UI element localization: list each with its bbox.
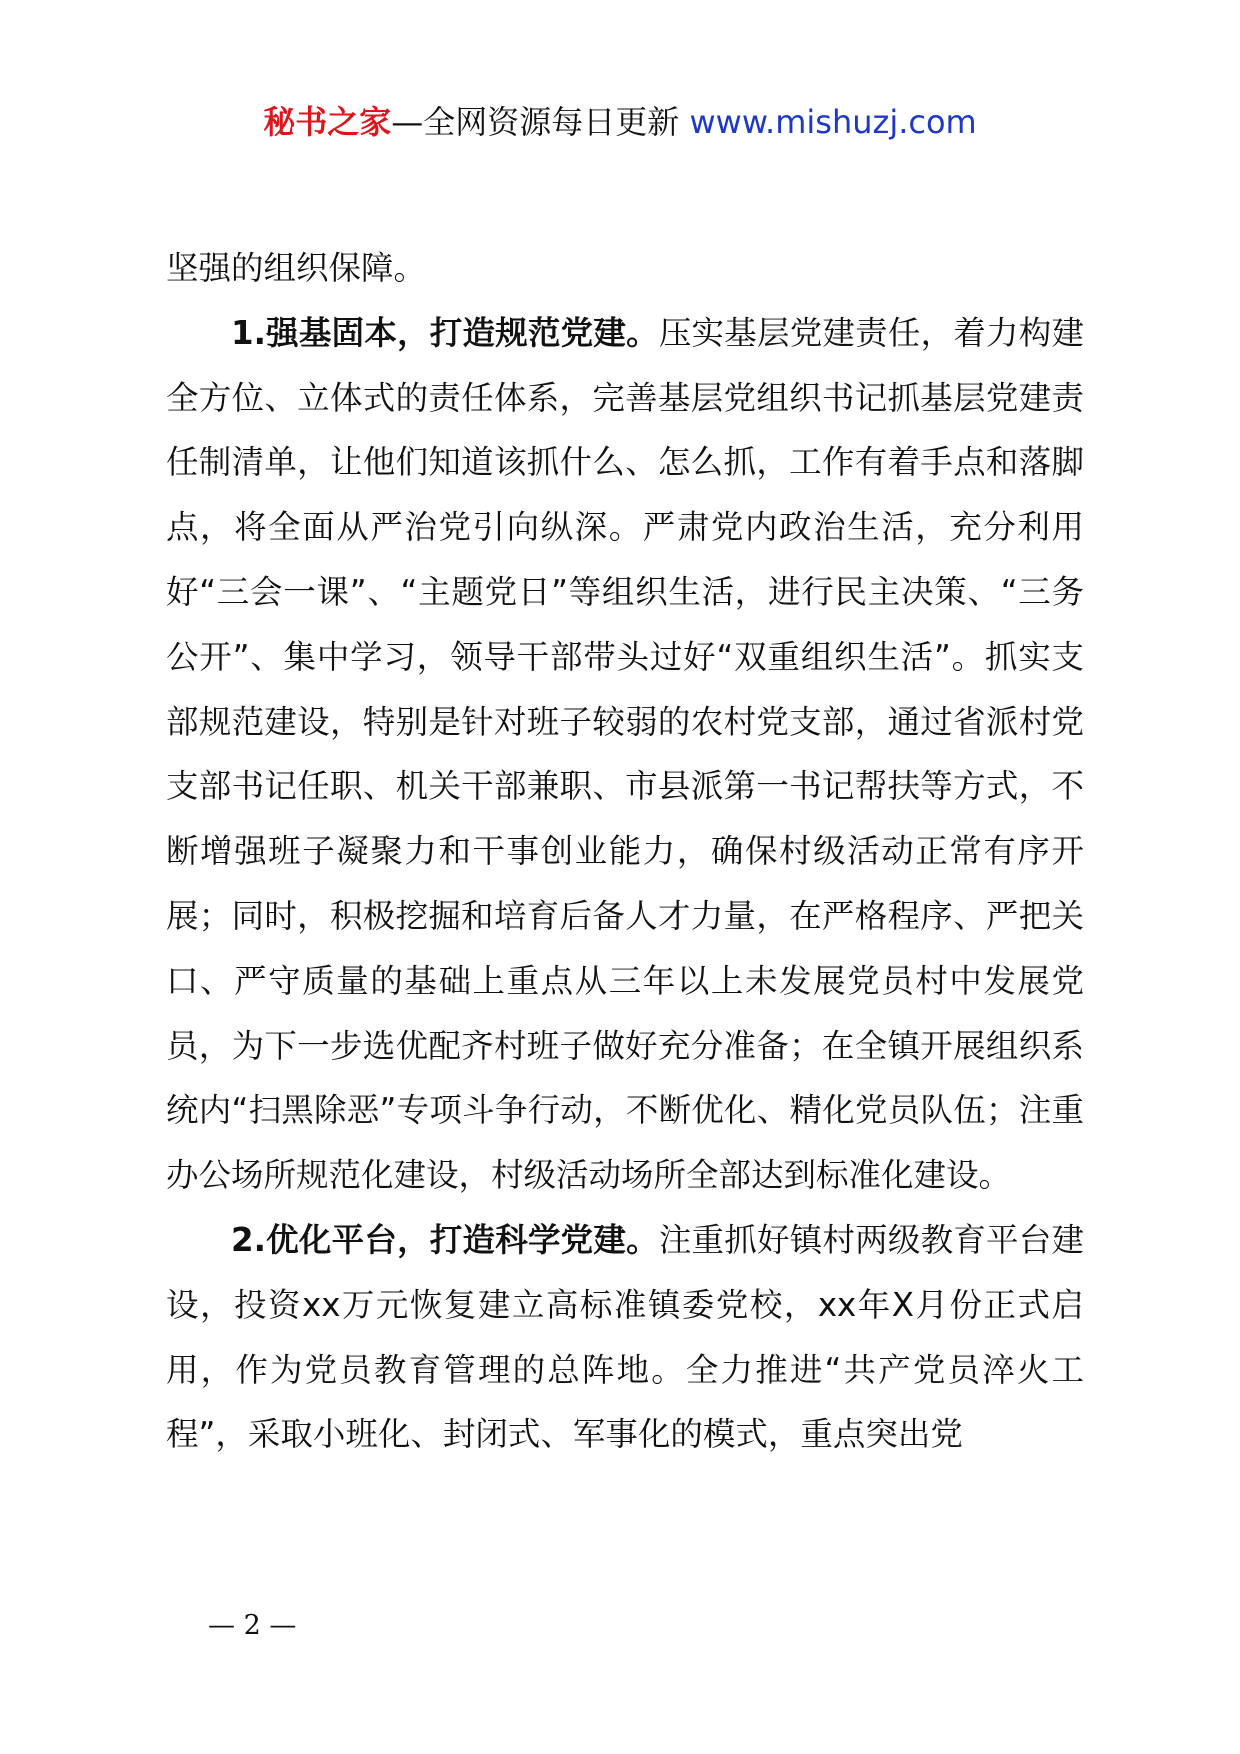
- section-heading: 1.强基固本，打造规范党建。: [231, 313, 659, 352]
- site-url-link[interactable]: www.mishuzj.com: [689, 103, 977, 141]
- section-heading: 2.优化平台，打造科学党建。: [231, 1220, 659, 1259]
- brand-name: 秘书之家: [263, 103, 392, 141]
- paragraph-section-2: [166, 1208, 1084, 1467]
- paragraph-text: 坚强的组织保障。: [166, 249, 427, 287]
- paragraph-text: 注重抓好镇村两级教育平台建设，投资xx万元恢复建立高标准镇委党校，xx年X月份正式启用，作为党员教育管理的总阵地。全力推进“共产党员淬火工程”，采取小班化、封闭式、军事化的模式，重点突出党: [166, 1220, 1084, 1454]
- paragraph-continuation: [166, 236, 1084, 301]
- paragraph-text: 压实基层党建责任，着力构建全方位、立体式的责任体系，完善基层党组织书记抓基层党建责任制清单，让他们知道该抓什么、怎么抓，工作有着手点和落脚点，将全面从严治党引向纵深。严肃党内政治生活，充分利用好“三会一课”、“主题党日”等组织生活，进行民主决策、“三务公开”、集中学习，领导干部带头过好“双重组织生活”。抓实支部规范建设，特别是针对班子较弱的农村党支部，通过省派村党支部书记任职、机关干部兼职、市县派第一书记帮扶等方式，不断增强班子凝聚力和干事创业能力，确保村级活动正常有序开展；同时，积极挖掘和培育后备人才力量，在严格程序、严把关口、严守质量的基础上重点从三年以上未发展党员村中发展党员，为下一步选优配齐村班子做好充分准备；在全镇开展组织系统内“扫黑除恶”专项斗争行动，不断优化、精化党员队伍；注重办公场所规范化建设，村级活动场所全部达到标准化建设。: [166, 313, 1084, 1195]
- paragraph-section-1: [166, 301, 1084, 1208]
- header-tagline: —全网资源每日更新: [391, 103, 680, 141]
- document-body: [166, 236, 1084, 1467]
- site-header: [0, 100, 1240, 144]
- page-number: — 2 —: [208, 1610, 297, 1641]
